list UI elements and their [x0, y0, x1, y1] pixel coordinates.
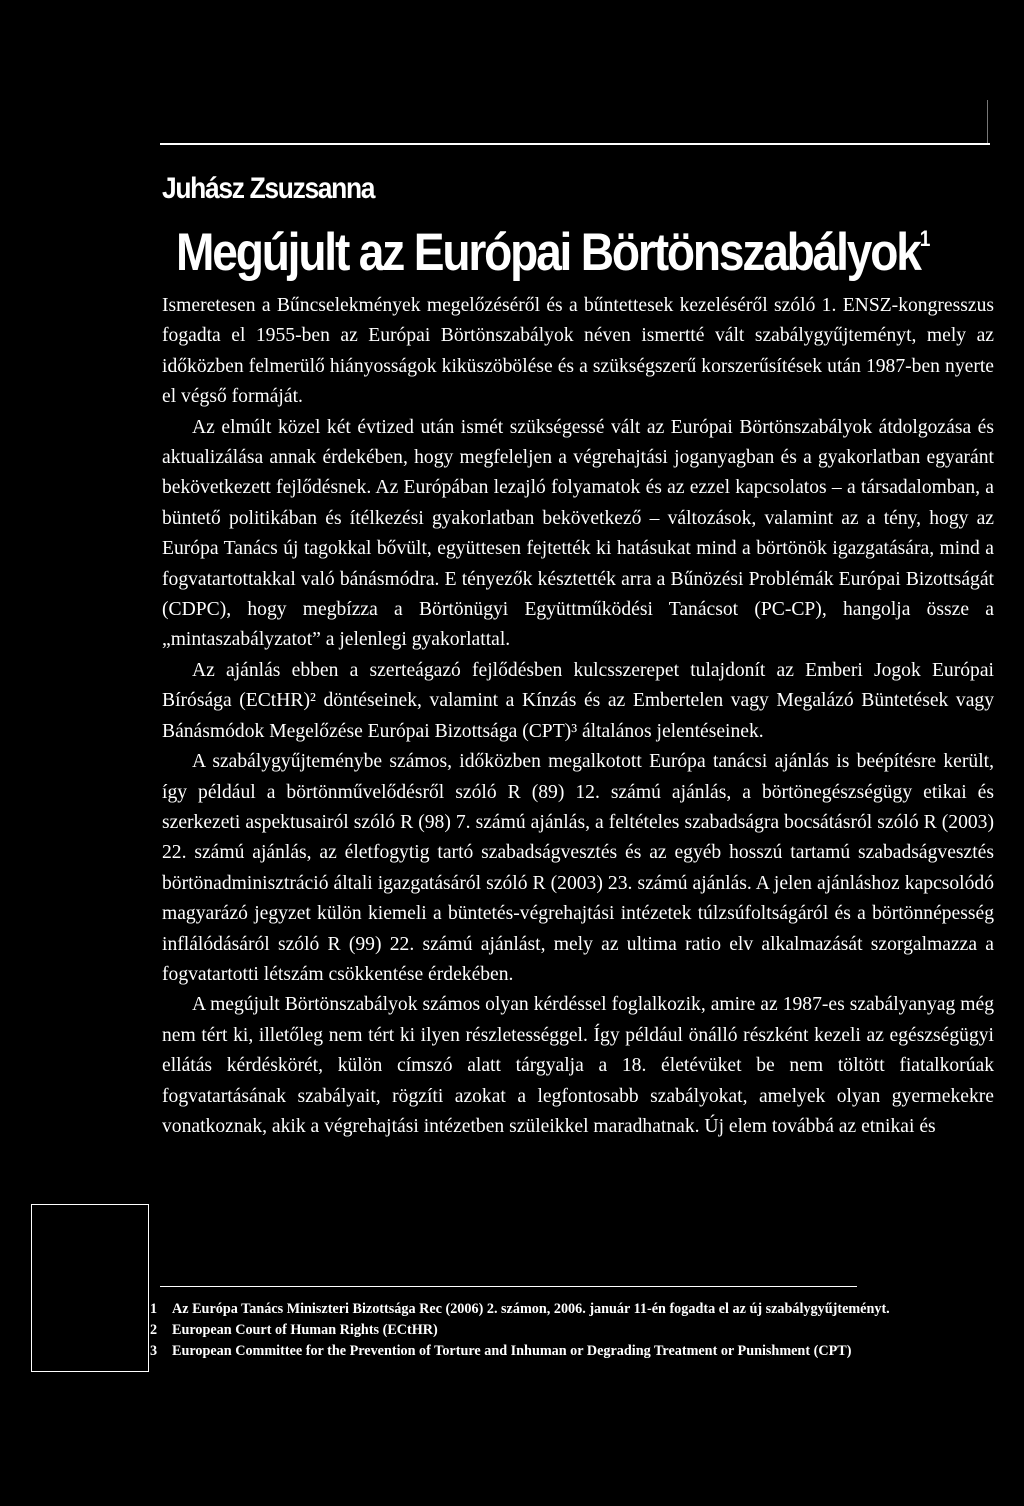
footnote	[148, 1341, 998, 1362]
footnote-number: 3	[150, 1343, 158, 1359]
author-name: Juhász Zsuzsanna	[162, 172, 375, 205]
footnote-text: European Court of Human Rights (ECtHR)	[172, 1322, 438, 1338]
footnote-rule	[160, 1286, 857, 1287]
footnote-number: 1	[150, 1301, 158, 1317]
margin-box	[31, 1204, 149, 1372]
paragraph: Ismeretesen a Bűncselekmények megelőzéséről és a bűntettesek kezeléséről szóló 1. ENSZ-kongresszus fogadta el 1955-ben az Európai Börtönszabályok néven ismertté vált szabálygyűjteményt, mely az időközben felmerülő hiányosságok kiküszöbölése és a szükségszerű korszerűsítések után 1987-ben nyerte el végső formáját.	[162, 295, 994, 408]
article-body	[162, 291, 994, 1142]
header-rule	[160, 143, 990, 145]
page-title	[176, 222, 928, 283]
paragraph: Az elmúlt közel két évtized után ismét szükségessé vált az Európai Börtönszabályok átdolgozása és aktualizálása annak érdekében, hogy megfeleljen a végrehajtási joganyagban és a gyakorlatban egyaránt bekövetkezett fejlődésnek. Az Európában lezajló folyamatok és az ezzel kapcsolatos – a társadalomban, a büntető politikában és ítélkezési gyakorlatban bekövetkező – változások, valamint az a tény, hogy az Európa Tanács új tagokkal bővült, együttesen fejtették ki hatásukat mind a börtönök igazgatására, mind a fogvatartottakkal való bánásmódra. E tényezők késztették arra a Bűnözési Problémák Európai Bizottságát (CDPC), hogy megbízza a Börtönügyi Együttműködési Tanácsot (PC-CP), hangolja össze a „mintaszabályzatot” a jelenlegi gyakorlattal.	[162, 416, 994, 651]
footnote-text: Az Európa Tanács Miniszteri Bizottsága Rec (2006) 2. számon, 2006. január 11-én fogadta el az új szabálygyűjteményt.	[172, 1301, 890, 1317]
footnote	[148, 1299, 998, 1320]
title-footnote-mark: 1	[919, 226, 929, 251]
footnotes	[148, 1299, 998, 1362]
footnote	[148, 1320, 998, 1341]
footnote-number: 2	[150, 1322, 158, 1338]
margin-tick	[987, 100, 988, 143]
footnote-text: European Committee for the Prevention of Torture and Inhuman or Degrading Treatment or Punishment (CPT)	[172, 1343, 852, 1359]
paragraph: A szabálygyűjteménybe számos, időközben megalkotott Európa tanácsi ajánlás is beépítésre került, így például a börtönművelődésről szóló R (89) 12. számú ajánlás, a börtönegészségügy etikai és szerkezeti aspektusairól szóló R (98) 7. számú ajánlás, a feltételes szabadságra bocsátásról szóló R (2003) 22. számú ajánlás, az életfogytig tartó szabadságvesztés és az egyéb hosszú tartamú szabadságvesztés börtönadminisztráció általi igazgatásáról szóló R (2003) 23. számú ajánlás. A jelen ajánláshoz kapcsolódó magyarázó jegyzet külön kiemeli a büntetés-végrehajtási intézetek túlzsúfoltságáról és a börtönnépesség inflálódásáról szóló R (99) 22. számú ajánlást, mely az ultima ratio elv alkalmazását szorgalmazza a fogvatartotti létszám csökkentése érdekében.	[162, 751, 994, 985]
paragraph: A megújult Börtönszabályok számos olyan kérdéssel foglalkozik, amire az 1987-es szabályanyag még nem tért ki, illetőleg nem tért ki ilyen részletességgel. Így például önálló részként kezeli az egészségügyi ellátás kérdéskörét, külön címszó alatt tárgyalja a 18. életévüket be nem töltött fiatalkorúak fogvatartásának szabályait, rögzíti azokat a legfontosabb szabályokat, amelyek olyan gyermekekre vonatkoznak, akik a végrehajtási intézetben szüleikkel maradhatnak. Új elem továbbá az etnikai és	[162, 994, 994, 1137]
title-text: Megújult az Európai Börtönszabályok	[176, 223, 920, 282]
paragraph: Az ajánlás ebben a szerteágazó fejlődésben kulcsszerepet tulajdonít az Emberi Jogok Európai Bírósága (ECtHR)² döntéseinek, valamint a Kínzás és az Embertelen vagy Megalázó Büntetések vagy Bánásmódok Megelőzése Európai Bizottsága (CPT)³ általános jelentéseinek.	[162, 659, 994, 742]
